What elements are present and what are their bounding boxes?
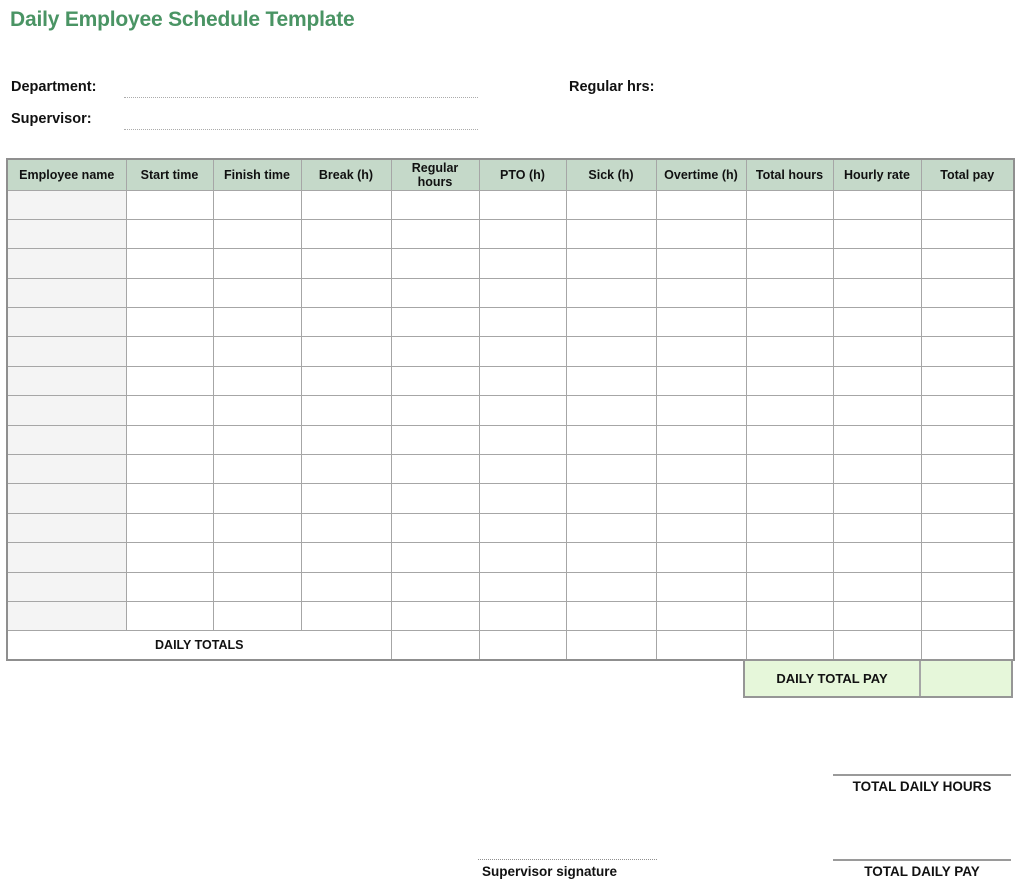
schedule-row	[7, 219, 1014, 248]
column-header-finish-time: Finish time	[213, 159, 301, 190]
schedule-cell[interactable]	[213, 278, 301, 307]
schedule-cell[interactable]	[566, 601, 656, 630]
total-daily-pay-label: TOTAL DAILY PAY	[864, 864, 980, 879]
schedule-cell[interactable]	[7, 337, 126, 366]
daily-totals-cell-total-pay[interactable]	[921, 631, 1014, 660]
schedule-cell[interactable]	[7, 484, 126, 513]
schedule-cell[interactable]	[656, 249, 746, 278]
daily-total-pay-row	[743, 659, 1013, 698]
schedule-cell[interactable]	[126, 366, 213, 395]
schedule-cell[interactable]	[921, 601, 1014, 630]
schedule-cell[interactable]	[833, 219, 921, 248]
schedule-cell[interactable]	[566, 190, 656, 219]
schedule-cell[interactable]	[656, 396, 746, 425]
schedule-row	[7, 572, 1014, 601]
schedule-cell[interactable]	[213, 543, 301, 572]
supervisor-label: Supervisor:	[11, 111, 92, 127]
schedule-cell[interactable]	[126, 601, 213, 630]
schedule-cell[interactable]	[391, 425, 479, 454]
schedule-cell[interactable]	[391, 572, 479, 601]
schedule-cell[interactable]	[7, 190, 126, 219]
schedule-cell[interactable]	[7, 601, 126, 630]
schedule-cell[interactable]	[391, 278, 479, 307]
schedule-cell[interactable]	[921, 308, 1014, 337]
schedule-cell[interactable]	[391, 601, 479, 630]
schedule-cell[interactable]	[213, 219, 301, 248]
column-header-row	[7, 159, 1014, 190]
schedule-cell[interactable]	[921, 278, 1014, 307]
schedule-cell[interactable]	[301, 455, 391, 484]
schedule-cell[interactable]	[479, 337, 566, 366]
schedule-cell[interactable]	[126, 308, 213, 337]
schedule-cell[interactable]	[746, 513, 833, 542]
column-header-total-hours: Total hours	[746, 159, 833, 190]
schedule-cell[interactable]	[301, 219, 391, 248]
schedule-cell[interactable]	[656, 366, 746, 395]
schedule-cell[interactable]	[479, 484, 566, 513]
department-fill-line[interactable]	[124, 97, 478, 98]
schedule-row	[7, 278, 1014, 307]
daily-totals-cell-total-hours[interactable]	[746, 631, 833, 660]
schedule-cell[interactable]	[301, 396, 391, 425]
schedule-cell[interactable]	[7, 455, 126, 484]
schedule-row	[7, 601, 1014, 630]
schedule-cell[interactable]	[391, 366, 479, 395]
schedule-cell[interactable]	[126, 513, 213, 542]
schedule-cell[interactable]	[746, 278, 833, 307]
schedule-cell[interactable]	[391, 190, 479, 219]
schedule-cell[interactable]	[479, 513, 566, 542]
schedule-cell[interactable]	[213, 601, 301, 630]
schedule-row	[7, 366, 1014, 395]
schedule-cell[interactable]	[7, 308, 126, 337]
schedule-cell[interactable]	[921, 572, 1014, 601]
schedule-cell[interactable]	[833, 425, 921, 454]
schedule-cell[interactable]	[7, 278, 126, 307]
schedule-cell[interactable]	[391, 249, 479, 278]
schedule-cell[interactable]	[833, 396, 921, 425]
daily-totals-cell-overtime[interactable]	[656, 631, 746, 660]
schedule-cell[interactable]	[566, 543, 656, 572]
schedule-cell[interactable]	[301, 249, 391, 278]
schedule-cell[interactable]	[479, 572, 566, 601]
daily-total-pay-label: DAILY TOTAL PAY	[745, 661, 921, 696]
schedule-cell[interactable]	[833, 601, 921, 630]
schedule-cell[interactable]	[301, 543, 391, 572]
schedule-cell[interactable]	[301, 278, 391, 307]
schedule-cell[interactable]	[656, 337, 746, 366]
schedule-row	[7, 425, 1014, 454]
schedule-cell[interactable]	[566, 425, 656, 454]
supervisor-fill-line[interactable]	[124, 129, 478, 130]
schedule-cell[interactable]	[479, 396, 566, 425]
schedule-cell[interactable]	[746, 337, 833, 366]
schedule-cell[interactable]	[213, 455, 301, 484]
schedule-cell[interactable]	[656, 543, 746, 572]
schedule-cell[interactable]	[921, 484, 1014, 513]
schedule-row	[7, 308, 1014, 337]
column-header-overtime: Overtime (h)	[656, 159, 746, 190]
schedule-cell[interactable]	[7, 425, 126, 454]
schedule-cell[interactable]	[479, 366, 566, 395]
schedule-cell[interactable]	[391, 484, 479, 513]
schedule-cell[interactable]	[833, 249, 921, 278]
schedule-cell[interactable]	[301, 190, 391, 219]
total-daily-pay-line	[833, 859, 1011, 861]
schedule-cell[interactable]	[656, 278, 746, 307]
schedule-cell[interactable]	[746, 455, 833, 484]
schedule-cell[interactable]	[7, 396, 126, 425]
schedule-cell[interactable]	[746, 308, 833, 337]
schedule-cell[interactable]	[746, 543, 833, 572]
schedule-cell[interactable]	[656, 455, 746, 484]
schedule-cell[interactable]	[126, 425, 213, 454]
schedule-cell[interactable]	[391, 455, 479, 484]
schedule-cell[interactable]	[213, 513, 301, 542]
schedule-cell[interactable]	[833, 572, 921, 601]
schedule-cell[interactable]	[126, 572, 213, 601]
schedule-cell[interactable]	[566, 513, 656, 542]
schedule-cell[interactable]	[213, 396, 301, 425]
daily-totals-row	[7, 631, 1014, 660]
schedule-cell[interactable]	[213, 249, 301, 278]
schedule-cell[interactable]	[301, 601, 391, 630]
schedule-cell[interactable]	[7, 513, 126, 542]
schedule-cell[interactable]	[301, 513, 391, 542]
daily-totals-cell-hourly-rate[interactable]	[833, 631, 921, 660]
schedule-cell[interactable]	[833, 190, 921, 219]
schedule-cell[interactable]	[126, 337, 213, 366]
schedule-cell[interactable]	[746, 425, 833, 454]
schedule-cell[interactable]	[479, 601, 566, 630]
schedule-cell[interactable]	[833, 366, 921, 395]
schedule-cell[interactable]	[921, 219, 1014, 248]
page-title: Daily Employee Schedule Template	[10, 8, 355, 31]
schedule-row	[7, 513, 1014, 542]
schedule-cell[interactable]	[301, 337, 391, 366]
schedule-cell[interactable]	[656, 572, 746, 601]
schedule-cell[interactable]	[479, 425, 566, 454]
schedule-cell[interactable]	[746, 484, 833, 513]
daily-totals-cell-regular-hours[interactable]	[391, 631, 479, 660]
schedule-cell[interactable]	[566, 572, 656, 601]
schedule-cell[interactable]	[566, 249, 656, 278]
column-header-employee-name: Employee name	[7, 159, 126, 190]
department-label: Department:	[11, 79, 97, 95]
column-header-regular-hours: Regular hours	[391, 159, 479, 190]
daily-totals-cell-pto[interactable]	[479, 631, 566, 660]
supervisor-signature-label: Supervisor signature	[482, 864, 618, 879]
column-header-hourly-rate: Hourly rate	[833, 159, 921, 190]
schedule-cell[interactable]	[213, 337, 301, 366]
schedule-cell[interactable]	[921, 396, 1014, 425]
schedule-cell[interactable]	[391, 219, 479, 248]
schedule-cell[interactable]	[921, 513, 1014, 542]
schedule-cell[interactable]	[656, 513, 746, 542]
schedule-cell[interactable]	[746, 396, 833, 425]
schedule-row	[7, 396, 1014, 425]
daily-totals-label: DAILY TOTALS	[7, 631, 391, 660]
schedule-cell[interactable]	[126, 249, 213, 278]
schedule-cell[interactable]	[301, 572, 391, 601]
schedule-cell[interactable]	[126, 190, 213, 219]
schedule-cell[interactable]	[746, 601, 833, 630]
schedule-cell[interactable]	[301, 366, 391, 395]
total-daily-hours-line	[833, 774, 1011, 776]
column-header-start-time: Start time	[126, 159, 213, 190]
schedule-cell[interactable]	[566, 396, 656, 425]
schedule-cell[interactable]	[566, 278, 656, 307]
schedule-cell[interactable]	[656, 425, 746, 454]
schedule-cell[interactable]	[833, 278, 921, 307]
schedule-cell[interactable]	[126, 396, 213, 425]
schedule-cell[interactable]	[479, 308, 566, 337]
schedule-cell[interactable]	[7, 249, 126, 278]
schedule-cell[interactable]	[126, 278, 213, 307]
schedule-cell[interactable]	[126, 455, 213, 484]
schedule-cell[interactable]	[7, 572, 126, 601]
schedule-cell[interactable]	[126, 484, 213, 513]
daily-totals-cell-sick[interactable]	[566, 631, 656, 660]
schedule-cell[interactable]	[656, 219, 746, 248]
daily-total-pay-value[interactable]	[921, 661, 1011, 696]
schedule-cell[interactable]	[833, 455, 921, 484]
schedule-cell[interactable]	[301, 484, 391, 513]
schedule-cell[interactable]	[921, 425, 1014, 454]
schedule-cell[interactable]	[566, 219, 656, 248]
schedule-row	[7, 455, 1014, 484]
column-header-sick: Sick (h)	[566, 159, 656, 190]
schedule-cell[interactable]	[391, 513, 479, 542]
schedule-cell[interactable]	[391, 337, 479, 366]
schedule-cell[interactable]	[921, 455, 1014, 484]
column-header-pto: PTO (h)	[479, 159, 566, 190]
schedule-cell[interactable]	[656, 308, 746, 337]
schedule-cell[interactable]	[746, 366, 833, 395]
schedule-cell[interactable]	[566, 455, 656, 484]
schedule-cell[interactable]	[126, 543, 213, 572]
schedule-cell[interactable]	[921, 249, 1014, 278]
schedule-cell[interactable]	[213, 308, 301, 337]
schedule-row	[7, 484, 1014, 513]
schedule-cell[interactable]	[746, 249, 833, 278]
schedule-row	[7, 249, 1014, 278]
schedule-cell[interactable]	[566, 484, 656, 513]
schedule-cell[interactable]	[213, 572, 301, 601]
schedule-cell[interactable]	[921, 337, 1014, 366]
schedule-cell[interactable]	[656, 190, 746, 219]
schedule-cell[interactable]	[213, 425, 301, 454]
schedule-cell[interactable]	[833, 513, 921, 542]
schedule-cell[interactable]	[833, 337, 921, 366]
schedule-cell[interactable]	[301, 308, 391, 337]
schedule-cell[interactable]	[213, 190, 301, 219]
schedule-cell[interactable]	[566, 366, 656, 395]
schedule-cell[interactable]	[566, 308, 656, 337]
schedule-cell[interactable]	[213, 484, 301, 513]
schedule-cell[interactable]	[479, 190, 566, 219]
schedule-table	[6, 158, 1015, 661]
schedule-cell[interactable]	[391, 308, 479, 337]
schedule-cell[interactable]	[833, 484, 921, 513]
schedule-cell[interactable]	[301, 425, 391, 454]
schedule-cell[interactable]	[656, 601, 746, 630]
total-daily-hours-label: TOTAL DAILY HOURS	[852, 779, 992, 794]
schedule-cell[interactable]	[391, 396, 479, 425]
schedule-cell[interactable]	[921, 366, 1014, 395]
schedule-cell[interactable]	[391, 543, 479, 572]
schedule-cell[interactable]	[479, 455, 566, 484]
schedule-cell[interactable]	[479, 249, 566, 278]
schedule-cell[interactable]	[7, 366, 126, 395]
schedule-cell[interactable]	[746, 572, 833, 601]
schedule-cell[interactable]	[213, 366, 301, 395]
schedule-cell[interactable]	[479, 543, 566, 572]
schedule-cell[interactable]	[126, 219, 213, 248]
schedule-cell[interactable]	[479, 278, 566, 307]
schedule-row	[7, 337, 1014, 366]
regular-hrs-label: Regular hrs:	[569, 79, 655, 95]
schedule-cell[interactable]	[7, 543, 126, 572]
schedule-cell[interactable]	[833, 543, 921, 572]
column-header-break: Break (h)	[301, 159, 391, 190]
schedule-cell[interactable]	[921, 190, 1014, 219]
schedule-cell[interactable]	[566, 337, 656, 366]
schedule-cell[interactable]	[921, 543, 1014, 572]
column-header-total-pay: Total pay	[921, 159, 1014, 190]
supervisor-signature-line[interactable]	[478, 859, 657, 860]
schedule-cell[interactable]	[746, 190, 833, 219]
schedule-cell[interactable]	[479, 219, 566, 248]
schedule-cell[interactable]	[746, 219, 833, 248]
schedule-table-body	[7, 190, 1014, 631]
schedule-cell[interactable]	[656, 484, 746, 513]
schedule-cell[interactable]	[7, 219, 126, 248]
schedule-cell[interactable]	[833, 308, 921, 337]
schedule-row	[7, 190, 1014, 219]
schedule-row	[7, 543, 1014, 572]
